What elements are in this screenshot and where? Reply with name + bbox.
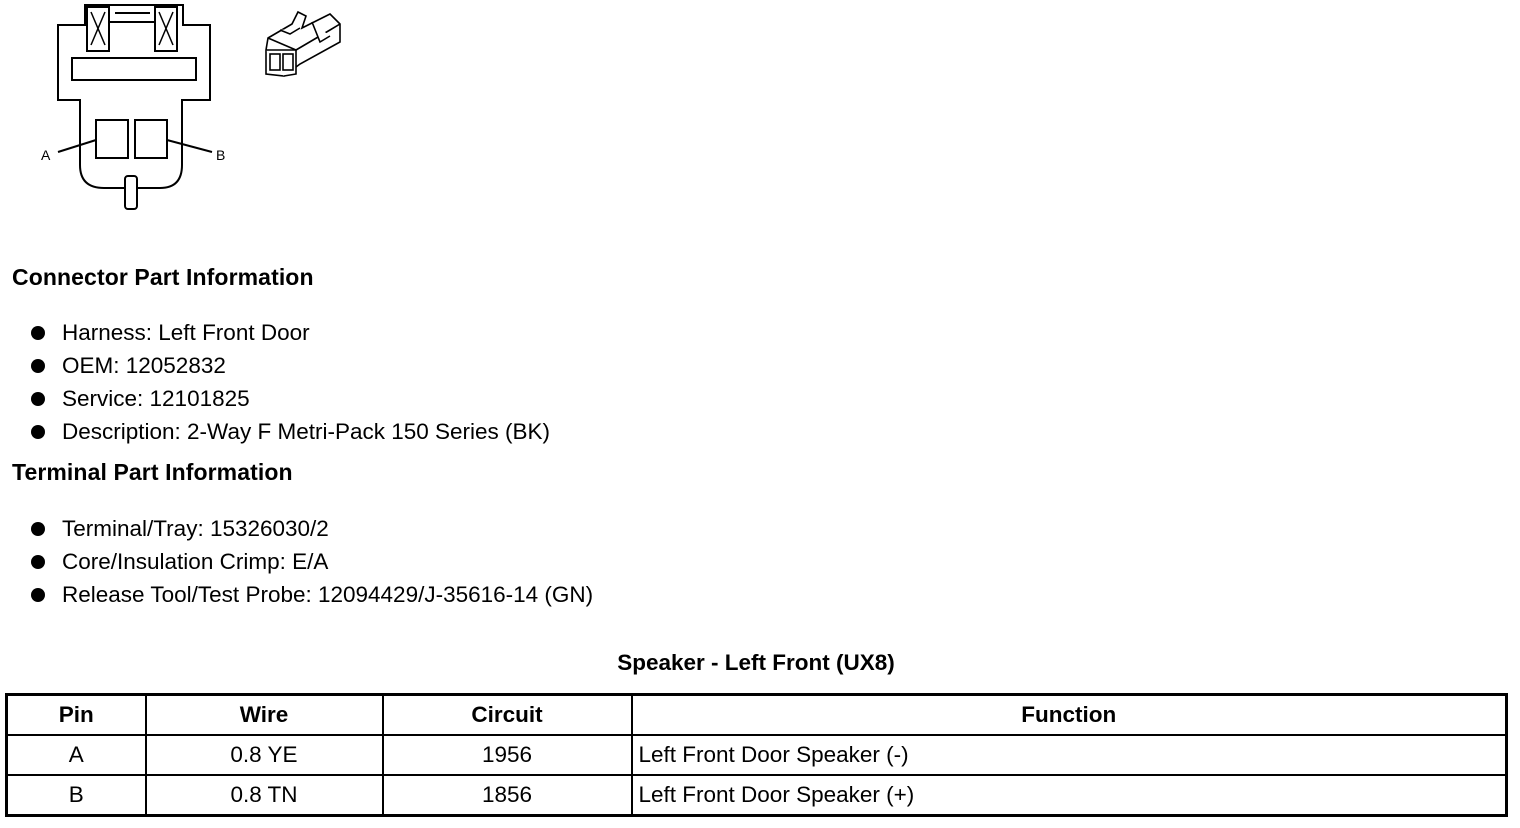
column-header-wire: Wire [146, 695, 383, 736]
list-item: Description: 2-Way F Metri-Pack 150 Series (BK) [30, 415, 550, 448]
table-row [7, 775, 1507, 816]
list-item: Service: 12101825 [30, 382, 550, 415]
list-item: Release Tool/Test Probe: 12094429/J-35616-14 (GN) [30, 578, 593, 611]
bullet-icon [31, 555, 45, 569]
pin-cell: A [7, 735, 146, 775]
function-cell: Left Front Door Speaker (+) [632, 775, 1507, 816]
column-header-pin: Pin [7, 695, 146, 736]
table-row [7, 735, 1507, 775]
function-cell: Left Front Door Speaker (-) [632, 735, 1507, 775]
pin-a-label: A [41, 147, 51, 163]
column-header-function: Function [632, 695, 1507, 736]
pin-cell: B [7, 775, 146, 816]
bullet-icon [31, 588, 45, 602]
terminal-info-list [30, 512, 593, 611]
list-item: Harness: Left Front Door [30, 316, 550, 349]
list-item: Core/Insulation Crimp: E/A [30, 545, 593, 578]
bullet-icon [31, 326, 45, 340]
circuit-cell: 1856 [383, 775, 632, 816]
connector-info-list [30, 316, 550, 448]
bullet-icon [31, 359, 45, 373]
column-header-circuit: Circuit [383, 695, 632, 736]
bullet-icon [31, 392, 45, 406]
circuit-cell: 1956 [383, 735, 632, 775]
table-header-row [7, 695, 1507, 736]
list-item: OEM: 12052832 [30, 349, 550, 382]
pin-b-label: B [216, 147, 226, 163]
table-title: Speaker - Left Front (UX8) [617, 650, 895, 675]
bullet-icon [31, 425, 45, 439]
connector-section-title: Connector Part Information [12, 264, 314, 290]
bullet-icon [31, 522, 45, 536]
list-item: Terminal/Tray: 15326030/2 [30, 512, 593, 545]
wire-cell: 0.8 TN [146, 775, 383, 816]
wire-cell: 0.8 YE [146, 735, 383, 775]
connector-3d-icon [266, 12, 340, 76]
pinout-table [5, 693, 1508, 817]
terminal-section-title: Terminal Part Information [12, 459, 293, 485]
connector-diagram [0, 0, 380, 225]
